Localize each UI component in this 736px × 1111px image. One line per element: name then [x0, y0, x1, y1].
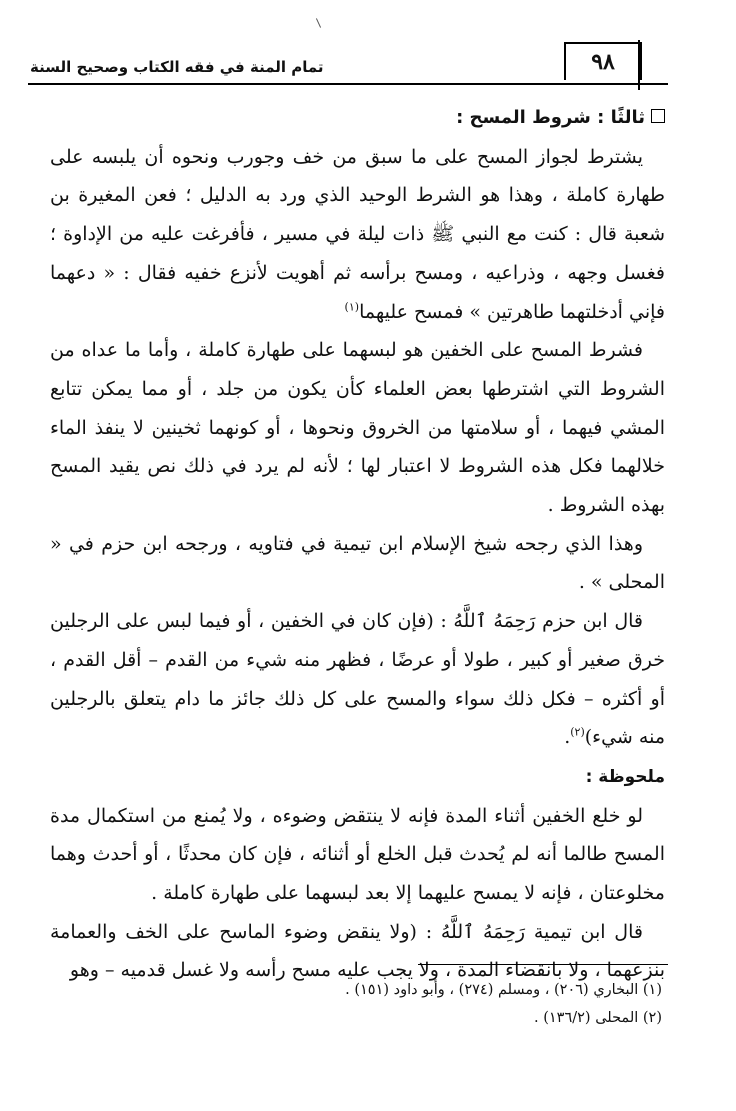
- footnote-ref-2[interactable]: (٢): [570, 725, 585, 739]
- footnote-2: (٢) المحلى (١٣٦/٢) .: [533, 1010, 662, 1026]
- paragraph-3: وهذا الذي رجحه شيخ الإسلام ابن تيمية في فتاويه ، ورجحه ابن حزم في « المحلى » .: [50, 532, 665, 594]
- section-heading-line: [50, 98, 665, 138]
- main-text: [50, 98, 665, 990]
- page-number: ٩٨: [564, 42, 642, 80]
- square-bullet-icon: [651, 109, 665, 123]
- paragraph-5: لو خلع الخفين أثناء المدة فإنه لا ينتقض وضوءه ، ولا يُمنع من استكمال مدة المسح طالما أنه لم يُحدث قبل الخلع أو أثنائه ، فإن كان محدثًا ، أو أحدث وهما مخلوعتان ، فإنه لا يمسح عليهما إلا بعد لبسهما على طهارة كاملة .: [50, 804, 665, 905]
- paragraph-4-text: قال ابن حزم رَحِمَهُ ٱللَّهُ : (فإن كان في الخفين ، أو فيما لبس على الرجلين خرق صغير أو كبير ، طولا أو عرضًا ، فظهر منه شيء من القدم – أقل القدم ، أو أكثره – فكل ذلك سواء والمسح على كل ذلك جائز ما دام يتعلق بالرجلين منه شيء): [50, 610, 665, 749]
- paragraph-6: قال ابن تيمية رَحِمَهُ ٱللَّهُ : (ولا ينقض وضوء الماسح على الخف والعمامة بنزعهما ، ولا بانقضاء المدة ، ولا يجب عليه مسح رأسه ولا غسل قدميه – وهو: [50, 920, 665, 982]
- paragraph-2: فشرط المسح على الخفين هو لبسهما على طهارة كاملة ، وأما ما عداه من الشروط التي اشترطها بعض العلماء كأن يكون من جلد ، أو مما يمكن تتابع المشي فيهما ، أو سلامتها من الخروق ونحوها ، أو كونهما ثخينين لا ينفذ الماء خلالهما فكل هذه الشروط لا اعتبار لها ؛ لأنه لم يرد في ذلك نص يقيد المسح بهذه الشروط .: [50, 339, 665, 517]
- paragraph-4: [50, 602, 665, 757]
- print-mark: [316, 18, 321, 27]
- section-heading: ثالثًا : شروط المسح :: [456, 107, 645, 128]
- footnote-ref-1[interactable]: (١): [344, 300, 360, 314]
- paragraph-1: [50, 138, 665, 332]
- paragraph-1-text: يشترط لجواز المسح على ما سبق من خف وجورب ونحوه أن يلبسه على طهارة كاملة ، وهذا هو الشرط الوحيد الذي ورد به الدليل ؛ فعن المغيرة بن شعبة قال : كنت مع النبي ﷺ ذات ليلة في مسير ، فأفرغت عليه من الإداوة ؛ فغسل وجهه ، وذراعيه ، ومسح برأسه ثم أهويت لأنزع خفيه فقال : « دعهما فإني أدخلتهما طاهرتين » فمسح عليهما: [50, 145, 665, 323]
- footnotes: [50, 976, 662, 1032]
- note-label: ملحوظة :: [585, 766, 665, 787]
- note-heading-line: [50, 757, 665, 797]
- footnote-separator: [418, 964, 668, 965]
- footnote-1: (١) البخاري (٢٠٦) ، ومسلم (٢٧٤) ، وأبو داود (١٥١) .: [345, 982, 662, 998]
- header-rule: [28, 83, 668, 85]
- running-header-title: تمام المنة في فقه الكتاب وصحيح السنة: [30, 58, 324, 76]
- paragraph-4-end: .: [564, 726, 571, 749]
